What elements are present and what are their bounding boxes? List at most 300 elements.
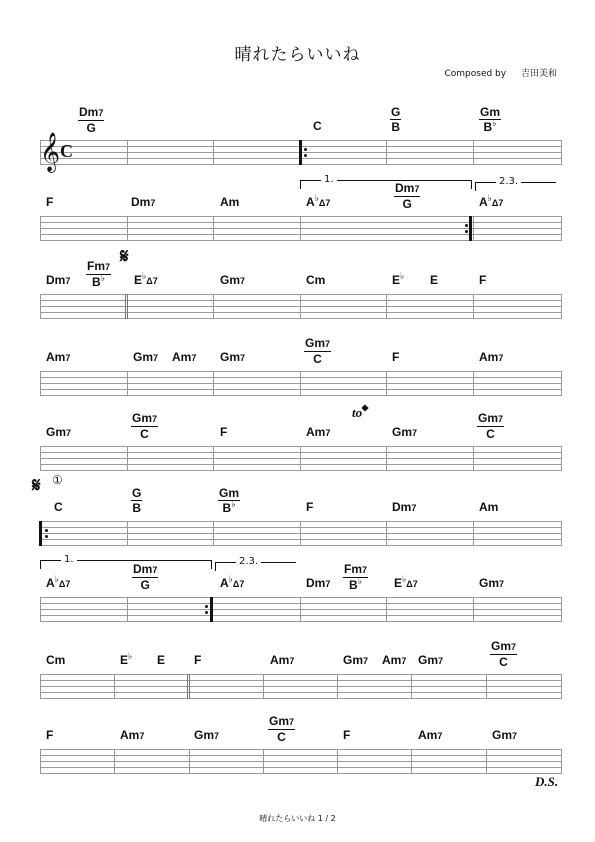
repeat-dot [465, 230, 468, 233]
flat-sign: ♭ [128, 651, 133, 661]
chord-symbol [343, 563, 368, 592]
chord-symbol [477, 412, 504, 440]
chord-bass-note: G [86, 121, 96, 135]
chord-root: G [132, 486, 142, 500]
ending-bracket [475, 176, 556, 191]
ending-label: 1. [321, 174, 337, 185]
chord-bass-note: B [92, 275, 101, 289]
barline [213, 216, 214, 241]
chord-upper [268, 715, 295, 730]
barline [561, 446, 562, 471]
chord-symbol [306, 193, 331, 209]
barline [473, 446, 474, 471]
chord-symbol [490, 640, 517, 668]
chord-bass-note: B [132, 501, 141, 515]
chord-root: G [391, 105, 401, 119]
chord-quality: 7 [325, 428, 331, 438]
chord-quality: 7 [289, 717, 295, 727]
repeat-dot [465, 224, 468, 227]
flat-sign: ♭ [231, 499, 236, 509]
chord-symbol [172, 351, 196, 364]
chord-symbol [313, 120, 322, 132]
chord-root: E [157, 653, 166, 667]
chord-quality: 7 [512, 731, 518, 741]
chord-quality: 7 [139, 731, 145, 741]
staff-line [40, 686, 561, 687]
chord-symbol [306, 501, 313, 513]
chord-root: Fm [344, 562, 362, 576]
chord-root: Gm [343, 653, 364, 667]
chord-bass [479, 120, 501, 134]
chord-quality: Δ7 [406, 579, 418, 589]
repeat-dot [205, 605, 208, 608]
chord-quality: 7 [511, 642, 517, 652]
barline [114, 749, 115, 774]
chord-upper [78, 106, 104, 121]
chord-bass [268, 730, 295, 743]
staff-line [40, 755, 561, 756]
chord-quality: 7 [414, 184, 420, 194]
chord-root: Gm [491, 639, 512, 653]
flat-sign: ♭ [487, 193, 492, 203]
barline [473, 294, 474, 319]
chord-symbol [394, 574, 418, 590]
chord-symbol [430, 274, 438, 286]
chord-bass-note: B [349, 578, 358, 592]
chord-root: Gm [269, 714, 290, 728]
chord-bass-note: C [277, 730, 286, 744]
chord-root: F [46, 195, 54, 209]
chord-bass [131, 427, 158, 440]
chord-quality: 7 [152, 414, 158, 424]
chord-root: Am [479, 350, 499, 364]
chord-bass [218, 501, 240, 515]
barline [300, 216, 301, 241]
chord-root: E [120, 653, 129, 667]
chord-upper [131, 412, 158, 427]
chord-bass-note: B [391, 120, 400, 134]
flat-sign: ♭ [54, 574, 59, 584]
chord-symbol [492, 729, 517, 742]
barline [561, 216, 562, 241]
segno-icon: 𝄋 [120, 244, 129, 268]
chord-symbol [479, 274, 486, 286]
chord-root: Gm [392, 425, 413, 439]
barline [386, 140, 387, 165]
chord-symbol [306, 426, 330, 439]
chord-root: F [46, 728, 54, 742]
chord-quality: 7 [150, 198, 156, 208]
chord-symbol [194, 654, 201, 666]
chord-upper [304, 337, 331, 352]
barline [213, 294, 214, 319]
chord-symbol [220, 574, 245, 590]
chord-quality: 7 [362, 565, 368, 575]
chord-symbol [343, 729, 350, 741]
barline [213, 140, 214, 165]
chord-symbol [220, 196, 239, 208]
segno-icon: 𝄋 [32, 473, 41, 497]
chord-bass [131, 501, 142, 514]
chord-bass [304, 352, 331, 365]
staff-line [40, 692, 561, 693]
chord-symbol [479, 193, 504, 209]
chord-upper [477, 412, 504, 427]
chord-root: A [479, 195, 488, 209]
chord-root: F [194, 653, 202, 667]
chord-symbol [418, 654, 443, 667]
chord-bass-note: C [486, 427, 495, 441]
staff-line [40, 674, 561, 675]
barline [473, 521, 474, 546]
chord-quality: Δ7 [58, 579, 71, 589]
chord-root: Fm [87, 259, 105, 273]
barline [263, 674, 264, 699]
barline [299, 140, 302, 165]
ending-bracket [300, 174, 472, 189]
chord-quality: 7 [363, 656, 369, 666]
barline [561, 140, 562, 165]
chord-quality: 7 [289, 656, 295, 666]
barline [386, 371, 387, 396]
chord-quality: 7 [412, 428, 418, 438]
barline [40, 371, 41, 396]
chord-bass [390, 120, 401, 133]
chord-symbol [392, 501, 416, 514]
chord-upper [131, 487, 142, 501]
barline [411, 674, 412, 699]
page-footer: 晴れたらいいね 1 / 2 [259, 814, 336, 823]
chord-root: Am [220, 195, 240, 209]
barline [127, 446, 128, 471]
chord-upper [479, 106, 501, 120]
chord-symbol [306, 274, 325, 286]
chord-root: E [392, 273, 401, 287]
chord-symbol [131, 196, 155, 209]
chord-root: F [343, 728, 351, 742]
chord-root: Am [479, 500, 499, 514]
barline [300, 446, 301, 471]
chord-upper [490, 640, 517, 655]
chord-symbol [418, 729, 442, 742]
chord-symbol [157, 654, 165, 666]
chord-quality: 7 [240, 353, 246, 363]
barline [386, 294, 387, 319]
barline [39, 521, 42, 546]
chord-symbol [133, 351, 158, 364]
flat-sign: ♭ [100, 273, 105, 283]
chord-symbol [479, 577, 504, 590]
chord-quality: 7 [240, 276, 246, 286]
treble-clef-icon: 𝄞 [40, 132, 61, 172]
chord-quality: 7 [153, 353, 159, 363]
repeat-dot [45, 535, 48, 538]
chord-symbol [86, 260, 111, 289]
flat-sign: ♭ [228, 574, 233, 584]
chord-symbol [479, 106, 501, 134]
chord-root: E [430, 273, 439, 287]
chord-quality: 7 [214, 731, 220, 741]
barline [473, 597, 474, 622]
flat-sign: ♭ [400, 271, 405, 281]
chord-quality: 7 [411, 503, 417, 513]
barline [473, 216, 474, 241]
chord-quality: 7 [498, 353, 504, 363]
chord-symbol [382, 654, 406, 667]
barline [486, 749, 487, 774]
chord-bass [477, 427, 504, 440]
barline [561, 371, 562, 396]
chord-symbol [392, 271, 405, 287]
barline [213, 371, 214, 396]
chord-root: Gm [479, 576, 500, 590]
chord-symbol [343, 654, 368, 667]
barline [561, 597, 562, 622]
chord-root: Dm [395, 181, 415, 195]
chord-symbol [194, 729, 219, 742]
chord-symbol [131, 487, 142, 514]
chord-symbol [46, 196, 53, 208]
chord-root: F [392, 350, 400, 364]
chord-root: Dm [131, 195, 151, 209]
barline [127, 597, 128, 622]
chord-bass-note: B [222, 501, 232, 515]
chord-root: A [306, 195, 315, 209]
chord-symbol [54, 501, 63, 513]
chord-root: Am [382, 653, 402, 667]
chord-symbol [220, 426, 227, 438]
ending-label: 1. [61, 554, 77, 565]
staff-line [40, 680, 561, 681]
chord-symbol [46, 351, 70, 364]
chord-bass-note: C [140, 427, 149, 441]
chord-root: Gm [305, 336, 326, 350]
flat-sign: ♭ [492, 118, 497, 128]
chord-quality: 7 [152, 565, 158, 575]
staff-line [40, 767, 561, 768]
barline [300, 371, 301, 396]
barline [213, 446, 214, 471]
staff-row [40, 674, 561, 698]
chord-root: C [313, 119, 322, 133]
chord-symbol [131, 412, 158, 440]
chord-quality: 7 [66, 428, 72, 438]
chord-root: E [134, 273, 143, 287]
composer-name: 吉田美和 [520, 69, 557, 79]
barline [473, 371, 474, 396]
barline [40, 216, 41, 241]
barline [561, 521, 562, 546]
composer-credit [444, 66, 557, 79]
flat-sign: ♭ [402, 574, 407, 584]
to-coda-text: to [352, 405, 363, 420]
barline [125, 294, 126, 319]
repeat-dot [205, 611, 208, 614]
barline [127, 371, 128, 396]
chord-symbol [134, 271, 158, 287]
ending-bracket [40, 554, 212, 569]
chord-quality: Δ7 [491, 198, 504, 208]
chord-quality: 7 [498, 414, 504, 424]
chord-symbol [46, 274, 70, 287]
chord-root: Cm [306, 273, 326, 287]
chord-root: Gm [46, 425, 67, 439]
barline [561, 749, 562, 774]
chord-root: Am [306, 425, 326, 439]
chord-root: Gm [418, 653, 439, 667]
chord-symbol [390, 106, 401, 133]
barline [40, 674, 41, 699]
chord-quality: 7 [438, 656, 444, 666]
chord-symbol [218, 487, 240, 515]
chord-bass [490, 655, 517, 668]
chord-symbol [392, 426, 417, 439]
barline [40, 597, 41, 622]
chord-root: Gm [220, 273, 241, 287]
barline [386, 446, 387, 471]
chord-symbol [46, 654, 65, 666]
chord-bass [343, 578, 368, 592]
barline [40, 749, 41, 774]
barline [210, 597, 213, 622]
chord-bass-note: G [140, 578, 150, 592]
chord-symbol [220, 274, 245, 287]
chord-symbol [479, 351, 503, 364]
repeat-dot [304, 154, 307, 157]
chord-root: A [220, 576, 229, 590]
chord-bass-note: B [483, 120, 493, 134]
barline [411, 749, 412, 774]
chord-root: Gm [194, 728, 215, 742]
chord-symbol [46, 426, 71, 439]
chord-root: Dm [46, 273, 66, 287]
barline [114, 674, 115, 699]
chord-quality: Δ7 [318, 198, 331, 208]
chord-root: Am [418, 728, 438, 742]
staff-line [40, 698, 561, 699]
barline [187, 674, 188, 699]
chord-symbol [304, 337, 331, 365]
chord-quality: 7 [65, 353, 71, 363]
chord-symbol [220, 351, 245, 364]
barline [127, 521, 128, 546]
barline [561, 674, 562, 699]
barline [127, 140, 128, 165]
chord-root: Gm [480, 105, 501, 119]
chord-root: C [54, 500, 63, 514]
barline [473, 140, 474, 165]
chord-quality: 7 [325, 339, 331, 349]
chord-root: F [479, 273, 487, 287]
barline [337, 674, 338, 699]
flat-sign: ♭ [142, 271, 147, 281]
staff-line [40, 761, 561, 762]
barline [189, 674, 190, 699]
chord-quality: 7 [499, 579, 505, 589]
barline [300, 521, 301, 546]
chord-symbol [392, 351, 399, 363]
chord-root: Dm [306, 576, 326, 590]
chord-symbol [268, 715, 295, 743]
chord-upper [86, 260, 111, 275]
barline [263, 749, 264, 774]
chord-root: F [306, 500, 314, 514]
barline [486, 674, 487, 699]
barline [40, 294, 41, 319]
chord-symbol [120, 651, 133, 667]
to-coda-mark [352, 402, 368, 422]
barline [386, 521, 387, 546]
dal-segno-mark: D.S. [535, 774, 559, 789]
flat-sign: ♭ [357, 576, 362, 586]
chord-quality: 7 [105, 262, 111, 272]
staff-line [40, 749, 561, 750]
chord-upper [218, 487, 240, 501]
ending-bracket [215, 556, 296, 571]
chord-root: Am [172, 350, 192, 364]
chord-bass-note: C [499, 655, 508, 669]
chord-symbol [479, 501, 498, 513]
chord-symbol [306, 577, 330, 590]
chord-quality: Δ7 [146, 276, 158, 286]
chord-bass [78, 121, 104, 134]
chord-root: Gm [478, 411, 499, 425]
chord-root: Gm [219, 486, 240, 500]
chord-root: Am [46, 350, 66, 364]
barline [337, 749, 338, 774]
time-signature: C [60, 141, 73, 161]
chord-symbol [46, 574, 71, 590]
chord-root: Am [270, 653, 290, 667]
barline [40, 446, 41, 471]
chord-root: Gm [133, 350, 154, 364]
chord-symbol [120, 729, 144, 742]
chord-root: Dm [79, 105, 99, 119]
ending-label: 2.3. [496, 176, 521, 187]
repeat-dot [45, 529, 48, 532]
barline [213, 521, 214, 546]
barline [127, 294, 128, 319]
ending-label: 2.3. [236, 556, 261, 567]
staff-line [40, 773, 561, 774]
barline [189, 749, 190, 774]
barline [300, 597, 301, 622]
chord-root: Gm [492, 728, 513, 742]
chord-bass [132, 578, 158, 591]
chord-root: Dm [392, 500, 412, 514]
barline [386, 597, 387, 622]
repeat-dot [304, 148, 307, 151]
barline [300, 294, 301, 319]
flat-sign: ♭ [314, 193, 319, 203]
chord-quality: 7 [65, 276, 71, 286]
chord-quality: 7 [401, 656, 407, 666]
chord-bass [86, 275, 111, 289]
chord-quality: 7 [325, 579, 331, 589]
chord-root: E [394, 576, 403, 590]
barline [561, 294, 562, 319]
barline [127, 216, 128, 241]
chord-bass [394, 197, 420, 210]
barline [469, 216, 472, 241]
staff-row [40, 749, 561, 773]
coda-icon: 𝄌 [362, 402, 368, 421]
chord-quality: 7 [98, 108, 104, 118]
chord-root: Cm [46, 653, 66, 667]
chord-root: Am [120, 728, 140, 742]
chord-root: A [46, 576, 55, 590]
chord-quality: 7 [191, 353, 197, 363]
